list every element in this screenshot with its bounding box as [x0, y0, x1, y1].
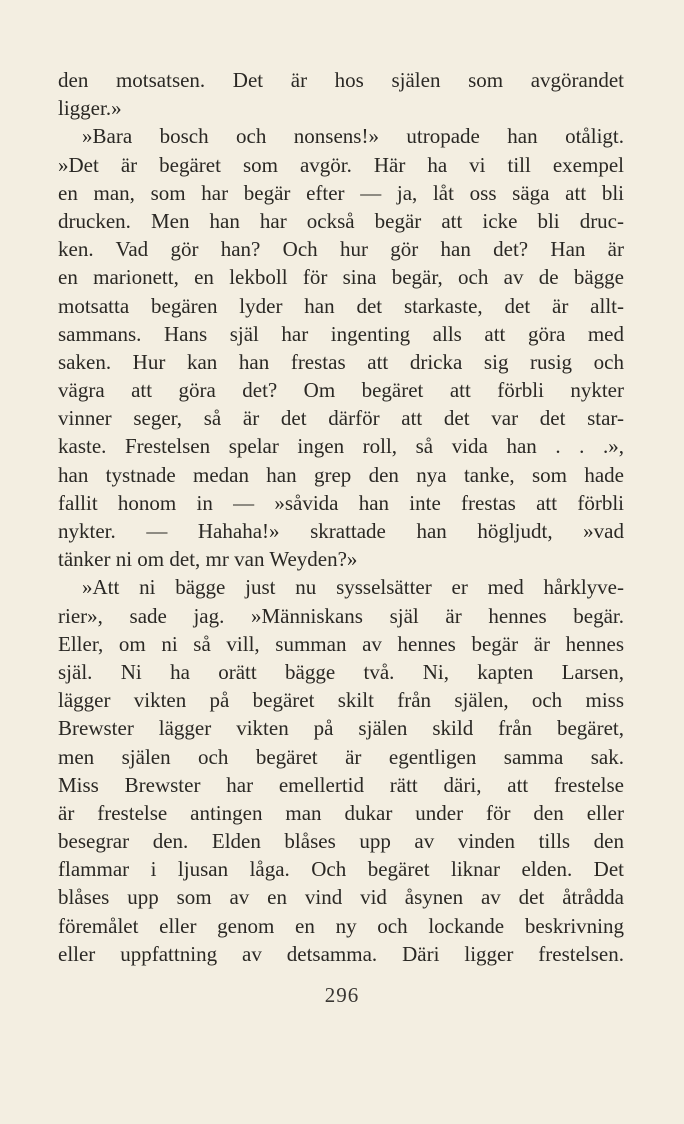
text-line: flammar i ljusan låga. Och begäret liknar elden. Det — [58, 857, 624, 882]
text-line: vägra att göra det? Om begäret att förbli nykter — [58, 378, 624, 403]
text-line: men själen och begäret är egentligen samma sak. — [58, 744, 624, 769]
text-line: »Att ni bägge just nu sysselsätter er med hårklyve- — [82, 575, 624, 600]
text-line: är frestelse antingen man dukar under för den eller — [58, 800, 624, 825]
text-line: föremålet eller genom en ny och lockande beskrivning — [58, 913, 624, 938]
text-line: blåses upp som av en vind vid åsynen av det åtrådda — [58, 885, 624, 910]
text-line: eller uppfattning av detsamma. Däri ligger frestelsen. — [58, 941, 624, 966]
page-number: 296 — [324, 983, 360, 1007]
text-line: rier», sade jag. »Människans själ är hennes begär. — [58, 603, 624, 628]
text-line: fallit honom in — »såvida han inte frestas att förbli — [58, 490, 624, 515]
body-text — [58, 66, 624, 968]
text-line: han tystnade medan han grep den nya tanke, som hade — [58, 462, 624, 487]
text-line: »Bara bosch och nonsens!» utropade han otåligt. — [82, 124, 624, 149]
text-line: Brewster lägger vikten på själen skild från begäret, — [58, 716, 624, 741]
text-line: vinner seger, så är det därför att det var det star- — [58, 406, 624, 431]
text-line: ken. Vad gör han? Och hur gör han det? Han är — [58, 237, 624, 262]
text-line: en man, som har begär efter — ja, låt oss säga att bli — [58, 180, 624, 205]
text-line: lägger vikten på begäret skilt från själen, och miss — [58, 688, 624, 713]
text-line: nykter. — Hahaha!» skrattade han högljudt, »vad — [58, 519, 624, 543]
text-line: själ. Ni ha orätt bägge två. Ni, kapten Larsen, — [58, 659, 624, 684]
text-line: besegrar den. Elden blåses upp av vinden tills den — [58, 829, 624, 854]
text-line: saken. Hur kan han frestas att dricka sig rusig och — [58, 349, 624, 374]
text-line: Miss Brewster har emellertid rätt däri, att frestelse — [58, 772, 624, 797]
text-line: drucken. Men han har också begär att icke bli druc- — [58, 208, 624, 233]
text-line: »Det är begäret som avgör. Här ha vi till exempel — [58, 152, 624, 177]
text-line: sammans. Hans själ har ingenting alls att göra med — [58, 321, 624, 346]
text-line: en marionett, en lekboll för sina begär, och av de bägge — [58, 265, 624, 290]
text-line: kaste. Frestelsen spelar ingen roll, så vida han . . .», — [58, 434, 624, 459]
text-line: Eller, om ni så vill, summan av hennes begär är hennes — [58, 631, 624, 656]
text-line: tänker ni om det, mr van Weyden?» — [58, 547, 358, 572]
text-line: ligger.» — [58, 96, 122, 121]
text-line: motsatta begären lyder han det starkaste, det är allt- — [58, 293, 624, 318]
text-line: den motsatsen. Det är hos själen som avgörandet — [58, 68, 624, 92]
